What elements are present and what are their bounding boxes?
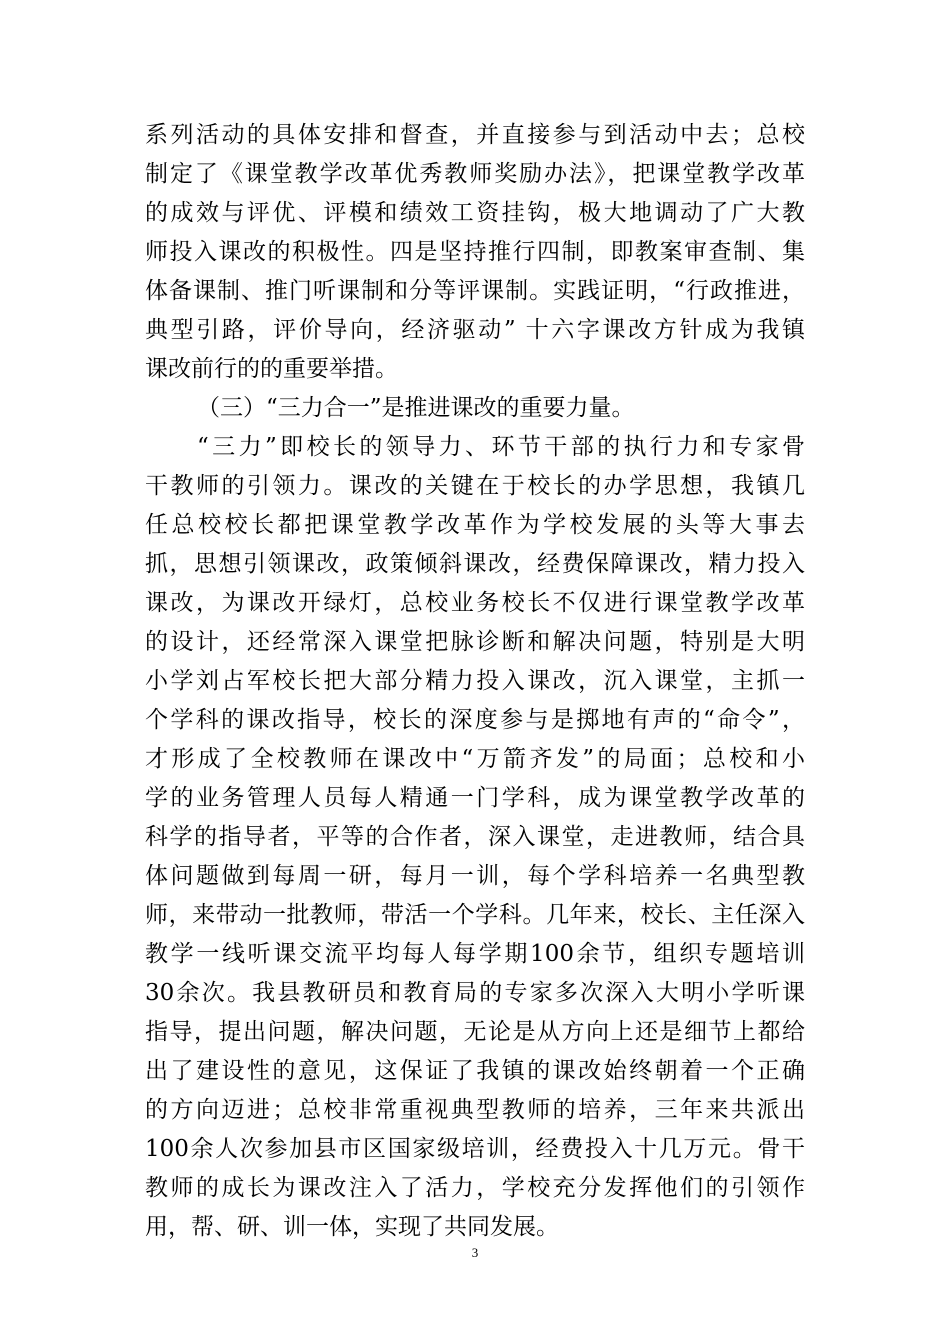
body-line: 典型引路，评价导向，经济驱动” 十六字课改方针成为我镇	[145, 317, 805, 343]
body-line: 100余人次参加县市区国家级培训，经费投入十几万元。骨干	[145, 1136, 805, 1162]
body-line: 教学一线听课交流平均每人每学期100余节，组织专题培训	[145, 941, 805, 967]
body-line: “三力”即校长的领导力、环节干部的执行力和专家骨	[197, 434, 805, 460]
body-line: 制定了《课堂教学改革优秀教师奖励办法》，把课堂教学改革	[145, 161, 805, 187]
body-line: 出了建设性的意见，这保证了我镇的课改始终朝着一个正确	[145, 1058, 805, 1084]
body-line: 师，来带动一批教师，带活一个学科。几年来，校长、主任深入	[145, 902, 805, 928]
body-line: 学的业务管理人员每人精通一门学科，成为课堂教学改革的	[145, 785, 805, 811]
body-line: 才形成了全校教师在课改中“万箭齐发”的局面；总校和小	[145, 746, 805, 772]
body-line: 体备课制、推门听课制和分等评课制。实践证明，“行政推进，	[145, 278, 805, 304]
page-number: 3	[471, 1245, 479, 1260]
body-line: 的设计，还经常深入课堂把脉诊断和解决问题，特别是大明	[145, 629, 805, 655]
body-line: 30余次。我县教研员和教育局的专家多次深入大明小学听课	[145, 980, 805, 1006]
body-line: 师投入课改的积极性。四是坚持推行四制，即教案审查制、集	[145, 239, 805, 265]
body-line: 的成效与评优、评模和绩效工资挂钩，极大地调动了广大教	[145, 200, 805, 226]
body-line: 用，帮、研、训一体，实现了共同发展。	[145, 1214, 559, 1240]
body-line: 小学刘占军校长把大部分精力投入课改，沉入课堂，主抓一	[145, 668, 805, 694]
body-line: 指导，提出问题，解决问题，无论是从方向上还是细节上都给	[145, 1019, 805, 1045]
body-line: 任总校校长都把课堂教学改革作为学校发展的头等大事去	[145, 512, 805, 538]
body-line: 个学科的课改指导，校长的深度参与是掷地有声的“命令”，	[145, 707, 805, 733]
body-line: 课改，为课改开绿灯，总校业务校长不仅进行课堂教学改革	[145, 590, 805, 616]
body-line: 科学的指导者，平等的合作者，深入课堂，走进教师，结合具	[145, 824, 805, 850]
body-line: 系列活动的具体安排和督查，并直接参与到活动中去；总校	[145, 122, 805, 148]
body-line: 课改前行的的重要举措。	[145, 356, 398, 382]
body-line: 干教师的引领力。课改的关键在于校长的办学思想，我镇几	[145, 473, 805, 499]
body-line: 的方向迈进；总校非常重视典型教师的培养，三年来共派出	[145, 1097, 805, 1123]
section-heading: （三）“三力合一”是推进课改的重要力量。	[197, 395, 635, 421]
body-line: 教师的成长为课改注入了活力，学校充分发挥他们的引领作	[145, 1175, 805, 1201]
body-line: 抓，思想引领课改，政策倾斜课改，经费保障课改，精力投入	[145, 551, 805, 577]
body-line: 体问题做到每周一研，每月一训，每个学科培养一名典型教	[145, 863, 805, 889]
